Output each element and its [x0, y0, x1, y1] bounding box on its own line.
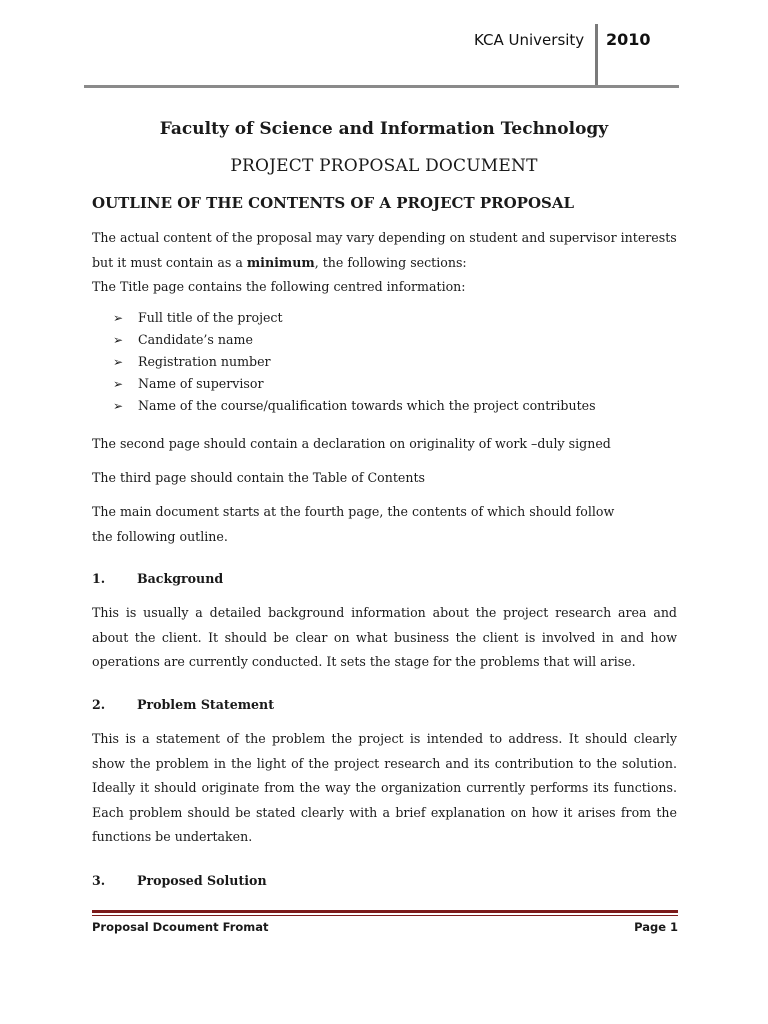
section-title: Background [137, 571, 224, 586]
header-rule [84, 85, 679, 88]
header-year: 2010 [606, 30, 651, 49]
section-heading-proposed-solution [92, 873, 267, 888]
footer-document-name: Proposal Dcoument Fromat [92, 920, 269, 934]
arrow-bullet-icon: ➢ [113, 377, 124, 391]
footer-page-number: Page 1 [634, 920, 678, 934]
section-body-background: This is usually a detailed background information about the project research area and about the client. It should be clear on what business the client is involved in and how operations are currently conducted. It sets the stage for the problems that will arise. [92, 605, 677, 669]
title-page-text: The Title page contains the following centred information: [92, 279, 466, 294]
arrow-bullet-icon: ➢ [113, 355, 124, 369]
section-number: 3. [92, 873, 106, 888]
section-heading-problem-statement [92, 697, 274, 712]
section-body-problem-statement: This is a statement of the problem the project is intended to address. It should clearly show the problem in the light of the project research and its contribution to the solution. Ideally it should originate from the way the organization currently performs its functions. Each problem should be stated clearly with a brief explanation on how it arises from the functions be undertaken. [92, 731, 677, 844]
third-page-text: The third page should contain the Table of Contents [92, 470, 425, 485]
document-title: PROJECT PROPOSAL DOCUMENT [230, 156, 538, 176]
arrow-bullet-icon: ➢ [113, 333, 124, 347]
main-document-text: The main document starts at the fourth page, the contents of which should follow the following outline. [92, 504, 615, 544]
faculty-title: Faculty of Science and Information Technology [159, 119, 609, 139]
section-number: 1. [92, 571, 106, 586]
intro-emphasis: minimum [246, 254, 315, 270]
list-item: ➢ Full title of the project [113, 307, 596, 329]
title-page-list [113, 307, 596, 417]
second-page-text: The second page should contain a declaration on originality of work –duly signed [92, 436, 611, 451]
footer-rule-thin [92, 915, 678, 916]
outline-heading: OUTLINE OF THE CONTENTS OF A PROJECT PROPOSAL [92, 194, 575, 212]
header-divider-vertical [595, 24, 598, 86]
section-title: Problem Statement [137, 697, 275, 712]
footer-rule-thick [92, 910, 678, 913]
arrow-bullet-icon: ➢ [113, 399, 124, 413]
section-title: Proposed Solution [137, 873, 267, 888]
header-university: KCA University [474, 31, 585, 49]
intro-text-end: , the following sections: [314, 254, 467, 270]
list-item: ➢ Name of the course/qualification towards which the project contributes [113, 395, 596, 417]
section-number: 2. [92, 697, 106, 712]
section-heading-background [92, 571, 223, 586]
list-item: ➢ Name of supervisor [113, 373, 596, 395]
list-item: ➢ Registration number [113, 351, 596, 373]
intro-paragraph [92, 226, 677, 275]
arrow-bullet-icon: ➢ [113, 311, 124, 325]
list-item: ➢ Candidate’s name [113, 329, 596, 351]
intro-text: The actual content of the proposal may vary depending on student and supervisor interests but it must contain as a [92, 230, 677, 270]
